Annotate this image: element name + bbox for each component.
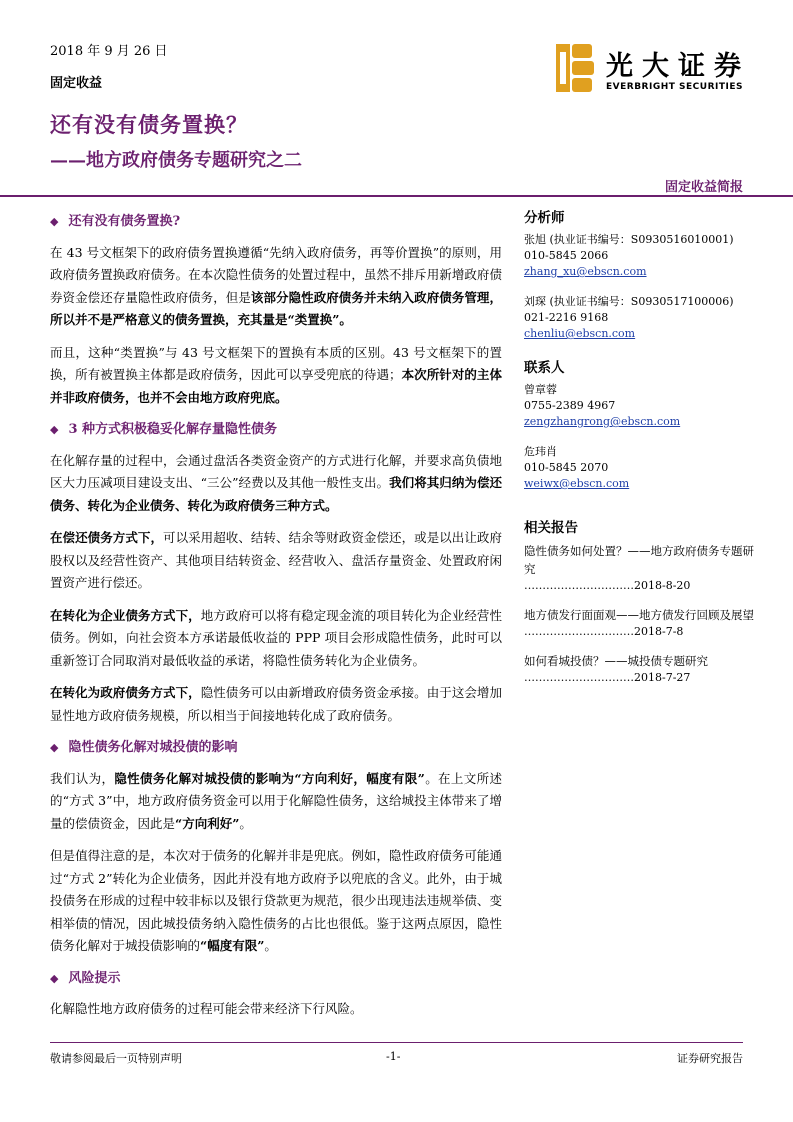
- bold-text-run: 该部分隐性政府债务并未纳入政府债务管理，所以并不是严格意义的债务置换，充其量是“类置换”。: [50, 289, 502, 327]
- body-paragraph: [50, 845, 502, 958]
- report-date: 2018 年 9 月 26 日: [50, 44, 168, 59]
- analyst-phone: 021-2216 9168: [524, 311, 609, 324]
- main-content: [50, 205, 502, 1031]
- text-run: 化解隐性地方政府债务的过程可能会带来经济下行风险。: [50, 1001, 363, 1016]
- body-paragraph: [50, 605, 502, 673]
- section-heading-text: 还有没有债务置换?: [68, 214, 181, 229]
- bold-text-run: 本次所针对的主体并非政府债务，也并不会由地方政府兜底。: [50, 367, 502, 405]
- body-paragraph: [50, 450, 502, 518]
- header-divider: [0, 195, 793, 197]
- analyst-heading: 分析师: [524, 210, 565, 226]
- contact-block: [524, 382, 754, 430]
- page-title: 还有没有债务置换？: [50, 112, 248, 137]
- bold-text-run: “方向利好”: [175, 815, 240, 831]
- related-report-item[interactable]: [524, 652, 754, 686]
- section-heading-text: 风险提示: [68, 970, 121, 986]
- text-run: 可以采用超收、结转、结余等财政资金偿还，或是以出让政府股权以及经营性资产、其他项目结转资金、经营收入、盘活存量资金、处置政府闲置资产进行偿还。: [50, 530, 502, 590]
- text-run: 。在上文所述的“方式 3”中，地方政府债务资金可以用于化解隐性债务，这给城投主体带来了增量的偿债资金，因此是: [50, 770, 502, 831]
- diamond-bullet-icon: ◆: [50, 215, 59, 228]
- section-heading: [50, 737, 502, 760]
- analyst-email-link[interactable]: zhang_xu@ebscn.com: [524, 265, 647, 278]
- related-report-item[interactable]: [524, 542, 754, 594]
- body-paragraph: [50, 527, 502, 595]
- text-run: 而且，这种“类置换”与 43 号文框架下的置换有本质的区别。43 号文框架下的置换，所有被置换主体都是政府债务，因此可以享受兜底的待遇；: [50, 344, 502, 382]
- text-run: 。: [239, 815, 252, 831]
- footer-report-label: 证券研究报告: [677, 1052, 743, 1065]
- report-category: 固定收益: [50, 76, 103, 91]
- related-report-date: …………………………2018-7-27: [524, 671, 691, 684]
- text-run: 我们认为，: [50, 770, 115, 786]
- analyst-phone: 010-5845 2066: [524, 249, 609, 262]
- footer-divider: [50, 1042, 743, 1043]
- logo-english-name: EVERBRIGHT SECURITIES: [606, 82, 743, 92]
- section-heading: [50, 419, 502, 442]
- page-subtitle: ——地方政府债务专题研究之二: [50, 150, 302, 171]
- contact-phone: 010-5845 2070: [524, 461, 609, 474]
- related-report-title[interactable]: 隐性债务如何处置？——地方政府债务专题研究: [524, 544, 754, 576]
- section-heading-text: 3 种方式积极稳妥化解存量隐性债务: [68, 422, 278, 437]
- related-report-date: …………………………2018-8-20: [524, 579, 691, 592]
- section-heading: [50, 968, 502, 991]
- page-number: -1-: [386, 1050, 401, 1063]
- everbright-logo-icon: [556, 44, 596, 92]
- footer-disclaimer: 敬请参阅最后一页特别声明: [50, 1052, 182, 1065]
- related-report-date: …………………………2018-7-8: [524, 625, 684, 638]
- contact-heading: 联系人: [524, 360, 565, 376]
- related-report-title[interactable]: 地方债发行面面观——地方债发行回顾及展望: [524, 608, 754, 622]
- analyst-email-link[interactable]: chenliu@ebscn.com: [524, 327, 636, 340]
- bold-text-run: 隐性债务化解对城投债的影响为“方向利好，幅度有限”: [114, 770, 425, 786]
- body-paragraph: [50, 342, 502, 410]
- text-run: 。: [264, 938, 277, 953]
- body-paragraph: [50, 682, 502, 727]
- text-run: 在 43 号文框架下的政府债务置换遵循“先纳入政府债务，再等价置换”的原则，用政府债务置换政府债务。在本次隐性债务的处置过程中，虽然不排斥用新增政府债券资金偿还存量隐性政府债务，但是: [50, 244, 502, 305]
- analyst-block: [524, 294, 754, 342]
- related-reports-heading: 相关报告: [524, 520, 578, 536]
- bold-text-run: 在偿还债务方式下，: [50, 530, 164, 545]
- contact-name: 危玮肖: [524, 445, 557, 458]
- body-paragraph: [50, 242, 502, 332]
- bold-text-run: 在转化为政府债务方式下，: [50, 685, 201, 700]
- text-run: 隐性债务可以由新增政府债务资金承接。由于这会增加显性地方政府债务规模，所以相当于间接地转化成了政府债务。: [50, 685, 502, 723]
- contact-email-link[interactable]: zengzhangrong@ebscn.com: [524, 415, 681, 428]
- contact-email-link[interactable]: weiwx@ebscn.com: [524, 477, 630, 490]
- text-run: 但是值得注意的是，本次对于债务的化解并非是兜底。例如，隐性政府债务可能通过“方式 2”转化为企业债务，因此并没有地方政府予以兜底的含义。此外，由于城投债务在形成的过程中较非标以及银行贷款更为规范，很少出现违法违规举债、变相举债的情况，因此城投债务纳入隐性债务的占比也很低。鉴于这两点原因，隐性债务化解对于城投债影响的: [50, 848, 502, 953]
- body-paragraph: [50, 768, 502, 836]
- body-paragraph: [50, 998, 502, 1021]
- text-run: 在化解存量的过程中，会通过盘活各类资金资产的方式进行化解，并要求高负债地区大力压减项目建设支出、“三公”经费以及其他一般性支出。: [50, 452, 502, 490]
- analyst-block: [524, 232, 754, 280]
- contact-name: 曾章蓉: [524, 383, 557, 396]
- diamond-bullet-icon: ◆: [50, 741, 59, 754]
- report-type: 固定收益简报: [664, 180, 743, 195]
- sidebar: [524, 210, 754, 698]
- logo-chinese-name: 光大证券: [606, 51, 750, 82]
- contact-phone: 0755-2389 4967: [524, 399, 616, 412]
- diamond-bullet-icon: ◆: [50, 423, 59, 436]
- bold-text-run: 我们将其归纳为偿还债务、转化为企业债务、转化为政府债务三种方式。: [50, 475, 502, 513]
- related-report-title[interactable]: 如何看城投债？——城投债专题研究: [524, 654, 708, 668]
- bold-text-run: 在转化为企业债务方式下，: [50, 607, 201, 623]
- contact-block: [524, 444, 754, 492]
- analyst-name: 刘琛 (执业证书编号：S0930517100006): [524, 295, 734, 308]
- text-run: 地方政府可以将有稳定现金流的项目转化为企业经营性债务。例如，向社会资本方承诺最低收益的 PPP 项目会形成隐性债务，此时可以重新签订合同取消对最低收益的承诺，将隐性债务转化为企业债务。: [50, 607, 502, 668]
- section-heading-text: 隐性债务化解对城投债的影响: [68, 740, 238, 755]
- section-heading: [50, 211, 502, 234]
- bold-text-run: “幅度有限”: [200, 938, 265, 953]
- diamond-bullet-icon: ◆: [50, 971, 59, 985]
- analyst-name: 张旭 (执业证书编号：S0930516010001): [524, 233, 734, 246]
- related-report-item[interactable]: [524, 606, 754, 640]
